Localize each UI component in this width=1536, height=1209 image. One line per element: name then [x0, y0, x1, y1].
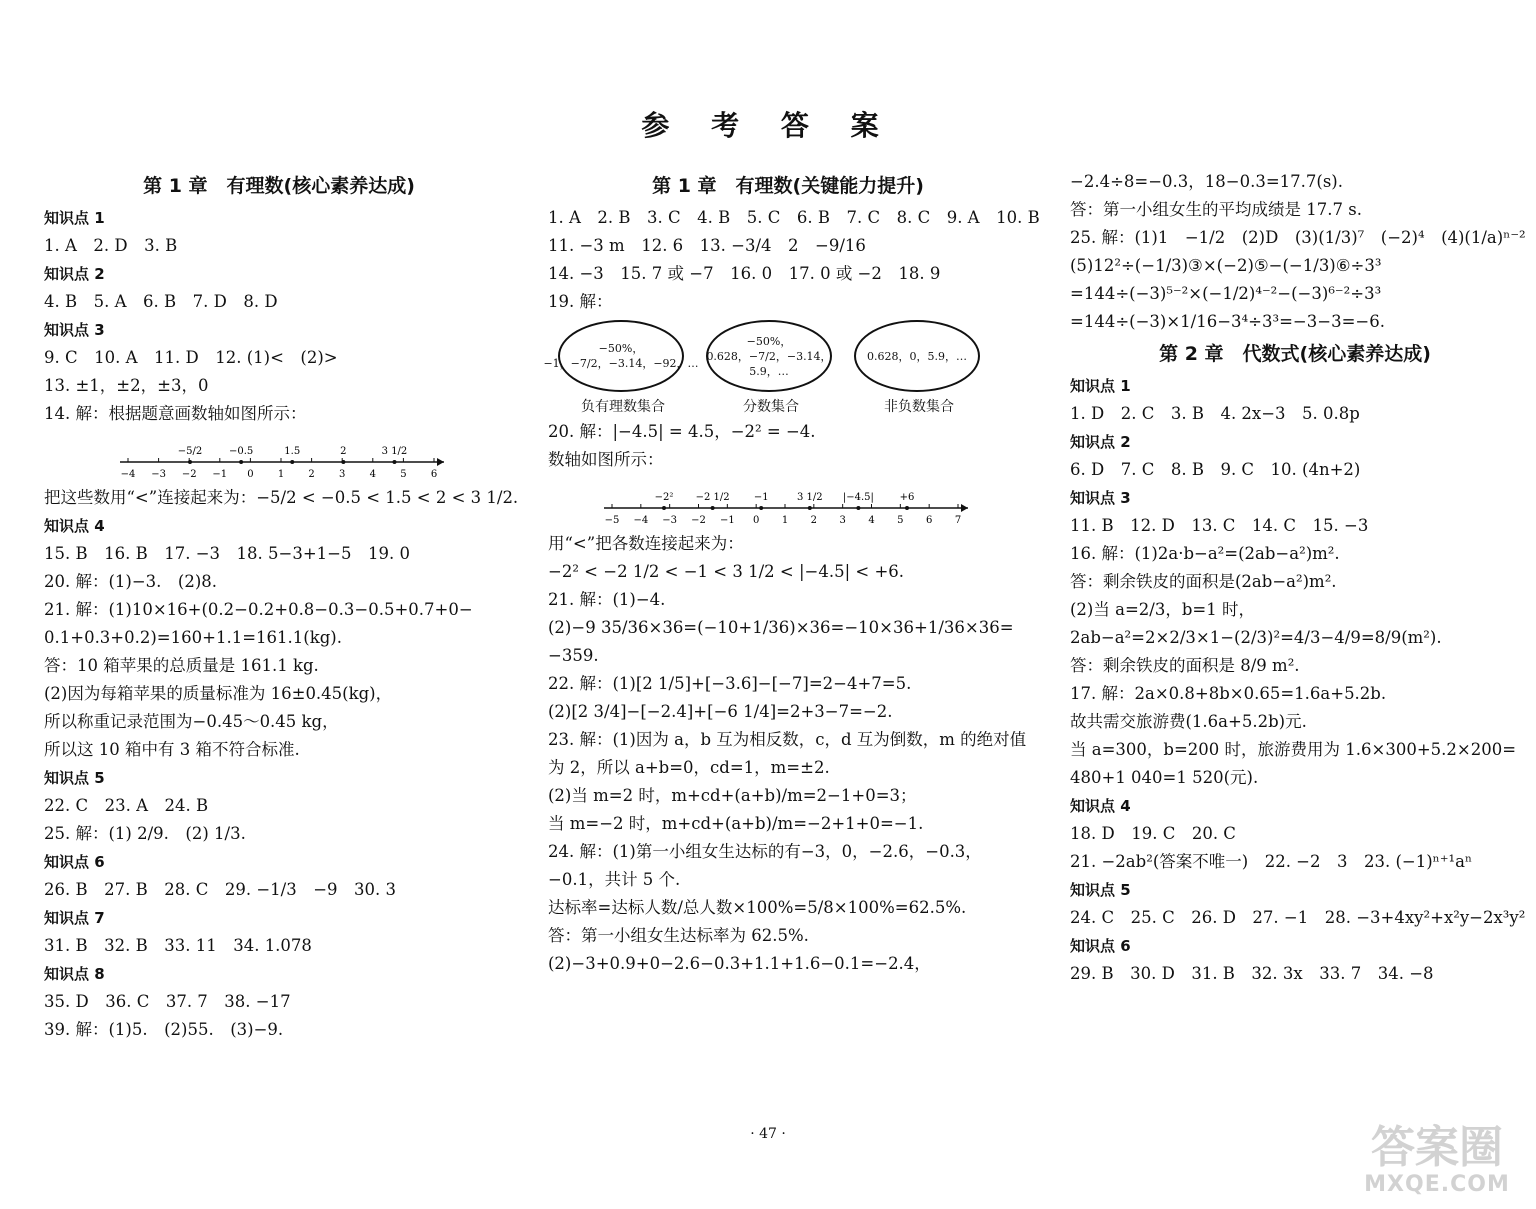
- answer-line: (2)因为每箱苹果的质量标准为 16±0.45(kg)，: [44, 684, 393, 703]
- answer-line: (2)−9 35/36×36=(−10+1/36)×36=−10×36+1/36×36=: [548, 618, 1014, 637]
- answer-line: −359.: [548, 646, 599, 665]
- answer-line: =144÷(−3)⁵⁻²×(−1/2)⁴⁻²−(−3)⁶⁻²÷3³: [1070, 284, 1382, 303]
- set-ellipse: −50%，0.628，−7/2，−3.14，5.9，…: [706, 320, 832, 392]
- answer-line: 所以这 10 箱中有 3 箱不符合标准.: [44, 740, 300, 759]
- tick-label: 5: [897, 515, 904, 526]
- page-title: 参 考 答 案: [641, 109, 895, 142]
- answer-line: 用“<”把各数连接起来为：: [548, 534, 744, 553]
- tick-label: −2: [181, 469, 197, 480]
- knowledge-point-heading: 知识点 1: [1070, 377, 1131, 395]
- knowledge-point-heading: 知识点 6: [44, 853, 105, 871]
- tick-label: −4: [120, 469, 136, 480]
- answer-line: (2)当 m=2 时，m+cd+(a+b)/m=2−1+0=3；: [548, 786, 917, 805]
- knowledge-point-heading: 知识点 2: [44, 265, 105, 283]
- point-marker: [290, 460, 294, 464]
- tick-label: −3: [151, 469, 166, 480]
- answer-line: (2)当 a=2/3，b=1 时，: [1070, 600, 1255, 619]
- tick-label: −1: [212, 469, 228, 480]
- tick-label: 0: [247, 469, 254, 480]
- answer-line: 答：剩余铁皮的面积是 8/9 m².: [1070, 656, 1300, 675]
- answer-line: 1. A 2. B 3. C 4. B 5. C 6. B 7. C 8. C 9. A 10. B: [548, 208, 1040, 227]
- answer-line: 答：10 箱苹果的总质量是 161.1 kg.: [44, 656, 319, 675]
- answer-line: 29. B 30. D 31. B 32. 3x 33. 7 34. −8: [1070, 964, 1434, 983]
- answer-line: 6. D 7. C 8. B 9. C 10. (4n+2): [1070, 460, 1361, 479]
- tick-label: 1: [277, 469, 285, 480]
- answer-line: 答：第一小组女生达标率为 62.5%.: [548, 926, 809, 945]
- answer-line: 11. −3 m 12. 6 13. −3/4 2 −9/16: [548, 236, 866, 255]
- chapter-heading: 第 2 章 代数式(核心素养达成): [1159, 343, 1431, 365]
- answer-line: 14. 解：根据题意画数轴如图所示：: [44, 404, 307, 423]
- point-marker: [341, 460, 345, 464]
- knowledge-point-heading: 知识点 4: [1070, 797, 1131, 815]
- answer-line: 24. 解：(1)第一小组女生达标的有−3，0，−2.6，−0.3，: [548, 842, 982, 861]
- tick-label: 4: [868, 515, 875, 526]
- answer-line: 4. B 5. A 6. B 7. D 8. D: [44, 292, 278, 311]
- knowledge-point-heading: 知识点 3: [1070, 489, 1131, 507]
- col3-lines: [1070, 372, 1526, 988]
- point-marker: [711, 506, 715, 510]
- set-diagram: [854, 320, 984, 416]
- chapter-heading: 第 1 章 有理数(关键能力提升): [652, 175, 924, 197]
- knowledge-point-heading: 知识点 2: [1070, 433, 1131, 451]
- col2-lines: [543, 204, 1040, 978]
- watermark-url: MXQE.COM: [1364, 1172, 1510, 1197]
- answer-line: 16. 解：(1)2a·b−a²=(2ab−a²)m².: [1070, 544, 1340, 563]
- answer-line: 20. 解：|−4.5| = 4.5，−2² = −4.: [548, 422, 816, 441]
- answer-line: 31. B 32. B 33. 11 34. 1.078: [44, 936, 312, 955]
- answer-line: 14. −3 15. 7 或 −7 16. 0 17. 0 或 −2 18. 9: [548, 264, 941, 283]
- point-label: 1.5: [284, 446, 301, 457]
- answer-line: 答：第一小组女生的平均成绩是 17.7 s.: [1070, 200, 1362, 219]
- answer-line: 21. 解：(1)−4.: [548, 590, 666, 609]
- answer-line: 17. 解：2a×0.8+8b×0.65=1.6a+5.2b.: [1070, 684, 1387, 703]
- answer-line: 35. D 36. C 37. 7 38. −17: [44, 992, 291, 1011]
- answer-line: 26. B 27. B 28. C 29. −1/3 −9 30. 3: [44, 880, 397, 899]
- knowledge-point-heading: 知识点 5: [1070, 881, 1131, 899]
- point-marker: [905, 506, 909, 510]
- tick-label: 6: [430, 469, 438, 480]
- knowledge-point-heading: 知识点 8: [44, 965, 105, 983]
- set-ellipse: −50%，−1，−7/2，−3.14，−92，…: [558, 320, 684, 392]
- point-marker: [239, 460, 243, 464]
- point-label: −2 1/2: [695, 492, 730, 503]
- tick-label: −1: [719, 515, 735, 526]
- arrow-icon: [961, 504, 968, 512]
- answer-line: 23. 解：(1)因为 a，b 互为相反数，c，d 互为倒数，m 的绝对值: [548, 730, 1027, 749]
- point-label: −2²: [654, 492, 674, 503]
- answer-line: 21. −2ab²(答案不唯一) 22. −2 3 23. (−1)ⁿ⁺¹aⁿ: [1070, 852, 1473, 871]
- point-marker: [392, 460, 396, 464]
- answer-line: 22. 解：(1)[2 1/5]+[−3.6]−[−7]=2−4+7=5.: [548, 674, 912, 693]
- answer-line: 20. 解：(1)−3. (2)8.: [44, 572, 218, 591]
- point-label: 3 1/2: [381, 446, 408, 457]
- answer-line: 2ab−a²=2×2/3×1−(2/3)²=4/3−4/9=8/9(m²).: [1070, 628, 1442, 647]
- tick-label: −2: [691, 515, 706, 526]
- answer-line: 22. C 23. A 24. B: [44, 796, 209, 815]
- answer-line: 25. 解：(1) 2/9. (2) 1/3.: [44, 824, 246, 843]
- col3-lines-before: [1070, 168, 1526, 336]
- answer-line: 11. B 12. D 13. C 14. C 15. −3: [1070, 516, 1369, 535]
- answer-line: 当 a=300，b=200 时，旅游费用为 1.6×300+5.2×200=: [1070, 740, 1517, 759]
- tick-label: 4: [369, 469, 376, 480]
- set-diagram: [706, 320, 836, 416]
- answer-line: 所以称重记录范围为−0.45～0.45 kg，: [44, 712, 339, 731]
- answer-line: =144÷(−3)×1/16−3⁴÷3³=−3−3=−6.: [1070, 312, 1385, 331]
- point-label: +6: [899, 492, 915, 503]
- watermark-text: 答案圈: [1371, 1122, 1503, 1173]
- point-label: |−4.5|: [842, 492, 874, 503]
- answer-line: 13. ±1，±2，±3，0: [44, 376, 209, 395]
- number-line: [598, 474, 978, 530]
- tick-label: 3: [339, 469, 346, 480]
- answer-line: 15. B 16. B 17. −3 18. 5−3+1−5 19. 0: [44, 544, 410, 563]
- answer-line: (5)12²÷(−1/3)③×(−2)⑤−(−1/3)⑥÷3³: [1070, 256, 1382, 275]
- point-label: −5/2: [177, 446, 203, 457]
- tick-label: 3: [839, 515, 846, 526]
- knowledge-point-heading: 知识点 7: [44, 909, 105, 927]
- tick-label: −5: [604, 515, 620, 526]
- answer-line: −0.1，共计 5 个.: [548, 870, 681, 889]
- answer-line: 9. C 10. A 11. D 12. (1)< (2)>: [44, 348, 338, 367]
- point-label: −1: [753, 492, 769, 503]
- set-diagrams: [543, 320, 1028, 416]
- point-marker: [808, 506, 812, 510]
- answer-line: −2.4÷8=−0.3，18−0.3=17.7(s).: [1070, 172, 1343, 191]
- set-diagram: [543, 320, 699, 416]
- answer-line: 21. 解：(1)10×16+(0.2−0.2+0.8−0.3−0.5+0.7+0−: [44, 600, 473, 619]
- answer-line: 19. 解：: [548, 292, 613, 311]
- col1-lines: [44, 204, 519, 1044]
- answer-line: 数轴如图所示：: [548, 450, 664, 469]
- tick-label: 2: [810, 515, 818, 526]
- column-3: [1070, 168, 1526, 988]
- answer-line: 1. A 2. D 3. B: [44, 236, 178, 255]
- answer-line: 为 2，所以 a+b=0，cd=1，m=±2.: [548, 758, 830, 777]
- column-1: [44, 168, 519, 1044]
- answer-line: 39. 解：(1)5. (2)55. (3)−9.: [44, 1020, 284, 1039]
- set-label: 非负数集合: [884, 399, 954, 415]
- knowledge-point-heading: 知识点 1: [44, 209, 105, 227]
- knowledge-point-heading: 知识点 6: [1070, 937, 1131, 955]
- knowledge-point-heading: 知识点 3: [44, 321, 105, 339]
- answer-line: 当 m=−2 时，m+cd+(a+b)/m=−2+1+0=−1.: [548, 814, 924, 833]
- answer-line: 0.1+0.3+0.2)=160+1.1=161.1(kg).: [44, 628, 342, 647]
- answer-line: −2² < −2 1/2 < −1 < 3 1/2 < |−4.5| < +6.: [548, 562, 905, 581]
- knowledge-point-heading: 知识点 4: [44, 517, 105, 535]
- number-line: [114, 428, 454, 484]
- tick-label: 0: [752, 515, 760, 526]
- point-label: 3 1/2: [796, 492, 823, 503]
- answer-line: 故共需交旅游费(1.6a+5.2b)元.: [1070, 712, 1307, 731]
- point-marker: [188, 460, 192, 464]
- chapter-heading: 第 1 章 有理数(核心素养达成): [143, 175, 415, 197]
- set-label: 负有理数集合: [581, 399, 665, 415]
- point-marker: [856, 506, 860, 510]
- answer-line: 1. D 2. C 3. B 4. 2x−3 5. 0.8p: [1070, 404, 1360, 423]
- point-marker: [662, 506, 666, 510]
- tick-label: 6: [925, 515, 933, 526]
- tick-label: 5: [400, 469, 407, 480]
- answer-line: 24. C 25. C 26. D 27. −1 28. −3+4xy²+x²y−2x³y²: [1070, 908, 1526, 927]
- set-ellipse: 0.628，0，5.9，…: [854, 320, 980, 392]
- tick-label: 1: [781, 515, 789, 526]
- tick-label: 2: [308, 469, 315, 480]
- tick-label: 7: [954, 515, 962, 526]
- answer-line: 把这些数用“<”连接起来为：−5/2 < −0.5 < 1.5 < 2 < 3 1/2.: [44, 488, 519, 507]
- point-label: −0.5: [228, 446, 254, 457]
- knowledge-point-heading: 知识点 5: [44, 769, 105, 787]
- answer-line: (2)[2 3/4]−[−2.4]+[−6 1/4]=2+3−7=−2.: [548, 702, 893, 721]
- page-number: · 47 ·: [750, 1126, 786, 1142]
- point-label: 2: [340, 446, 347, 457]
- watermark-logo: [1352, 1124, 1522, 1197]
- set-label: 分数集合: [743, 399, 799, 415]
- column-2: [543, 168, 1040, 978]
- answer-line: 答：剩余铁皮的面积是(2ab−a²)m².: [1070, 572, 1337, 591]
- answer-line: (2)−3+0.9+0−2.6−0.3+1.1+1.6−0.1=−2.4，: [548, 954, 931, 973]
- answer-line: 18. D 19. C 20. C: [1070, 824, 1236, 843]
- answer-line: 达标率=达标人数/总人数×100%=5/8×100%=62.5%.: [548, 898, 967, 917]
- answer-line: 25. 解：(1)1 −1/2 (2)D (3)(1/3)⁷ (−2)⁴ (4)(1/a)ⁿ⁻²: [1070, 228, 1526, 247]
- point-marker: [759, 506, 763, 510]
- tick-label: −4: [633, 515, 649, 526]
- tick-label: −3: [662, 515, 678, 526]
- arrow-icon: [437, 458, 444, 466]
- answer-line: 480+1 040=1 520(元).: [1070, 768, 1259, 787]
